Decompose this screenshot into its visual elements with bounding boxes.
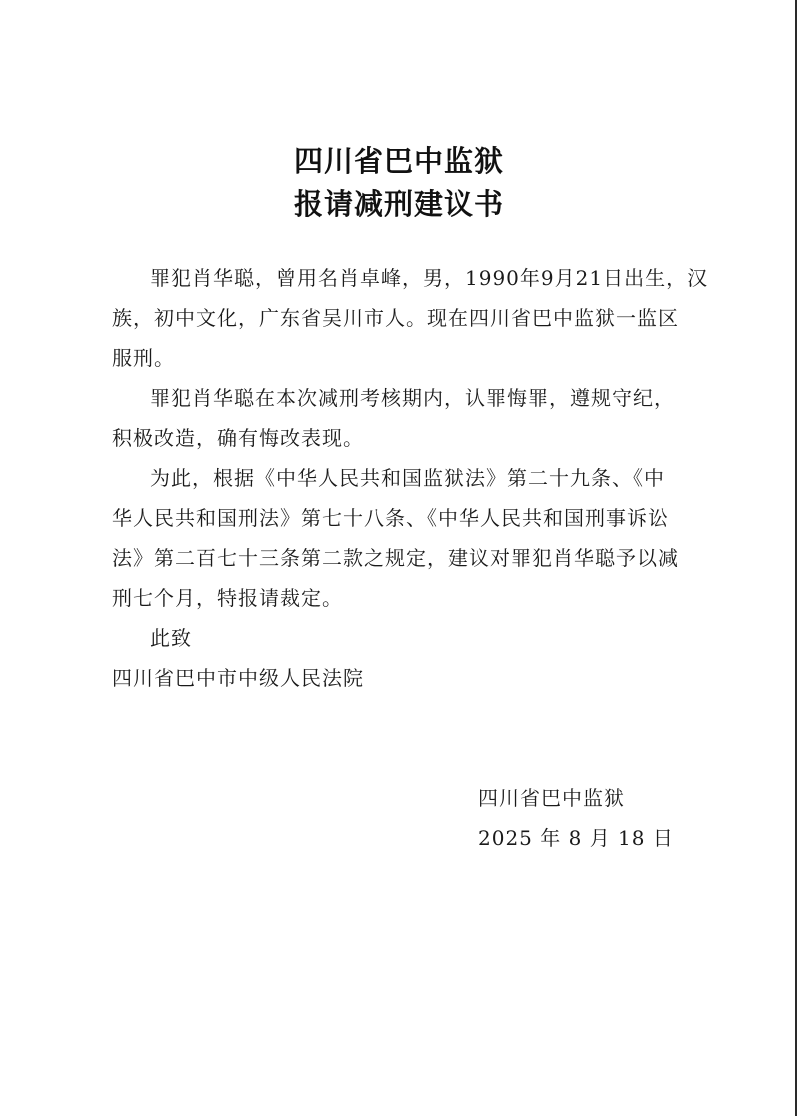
issue-date: 2025 年 8 月 18 日 <box>478 826 674 850</box>
document-title-line1: 四川省巴中监狱 <box>293 144 504 178</box>
paragraph-3-line-1: 为此，根据《中华人民共和国监狱法》第二十九条、《中 <box>150 466 665 490</box>
paragraph-3-line-2: 华人民共和国刑法》第七十八条、《中华人民共和国刑事诉讼 <box>112 506 669 530</box>
salutation: 此致 <box>150 626 192 650</box>
paragraph-2-line-1: 罪犯肖华聪在本次减刑考核期内，认罪悔罪，遵规守纪， <box>150 386 675 410</box>
paragraph-3-line-4: 刑七个月，特报请裁定。 <box>112 586 343 610</box>
paragraph-1-line-1: 罪犯肖华聪，曾用名肖卓峰，男，1990年9月21日出生，汉 <box>150 266 709 290</box>
document-title-line2: 报请减刑建议书 <box>293 187 504 221</box>
issuer-name: 四川省巴中监狱 <box>478 786 625 810</box>
paragraph-3-line-3: 法》第二百七十三条第二款之规定，建议对罪犯肖华聪予以减 <box>112 546 679 570</box>
paragraph-1-line-3: 服刑。 <box>112 346 175 370</box>
paragraph-2-line-2: 积极改造，确有悔改表现。 <box>112 426 364 450</box>
paragraph-1-line-2: 族，初中文化，广东省吴川市人。现在四川省巴中监狱一监区 <box>112 306 679 330</box>
recipient: 四川省巴中市中级人民法院 <box>112 666 364 690</box>
